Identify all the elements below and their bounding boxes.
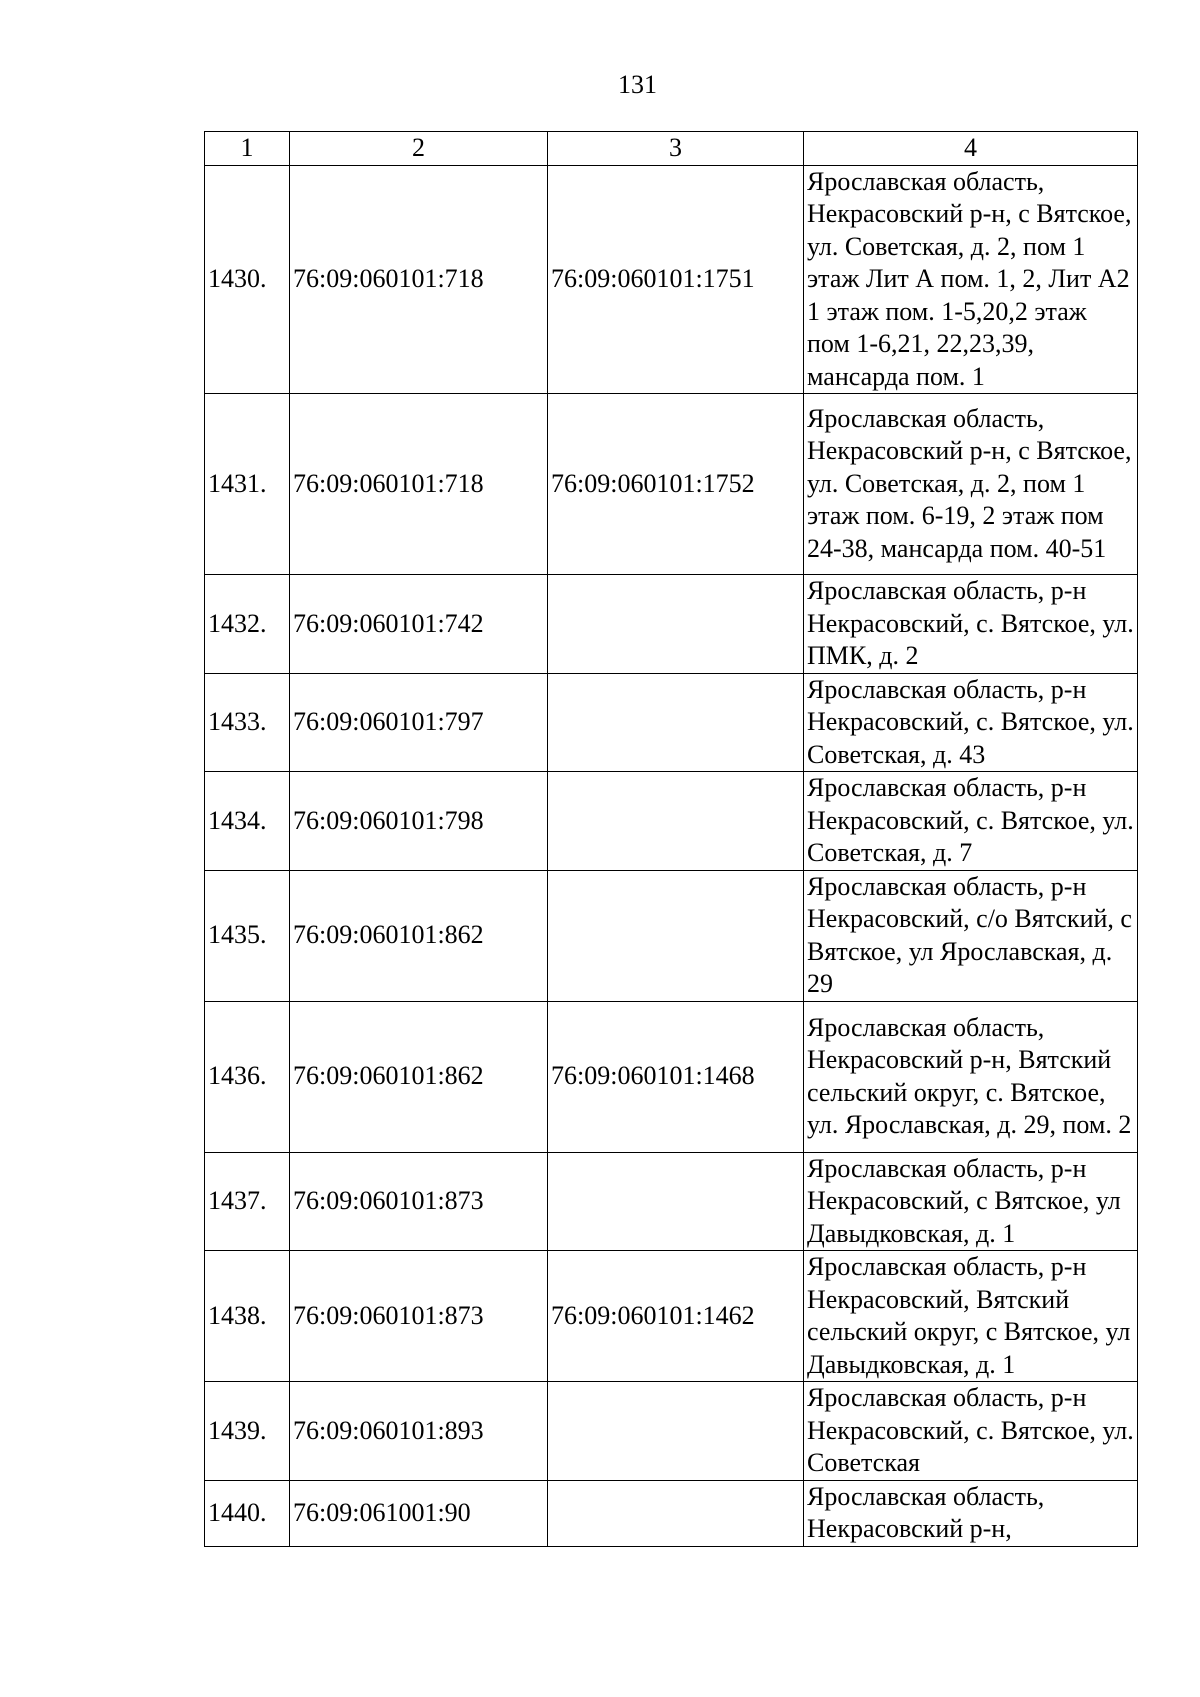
row-number-cell: 1431. xyxy=(205,394,290,575)
address-cell: Ярославская область, р-н Некрасовский, с/о Вятский, с Вятское, ул Ярославская, д. 29 xyxy=(804,870,1138,1001)
table-row xyxy=(205,772,1138,871)
column-header: 1 xyxy=(205,132,290,166)
table-row xyxy=(205,870,1138,1001)
address-cell: Ярославская область, р-н Некрасовский, с. Вятское, ул. ПМК, д. 2 xyxy=(804,575,1138,674)
row-number-cell: 1440. xyxy=(205,1480,290,1546)
address-cell: Ярославская область, Некрасовский р-н, с Вятское, ул. Советская, д. 2, пом 1 этаж пом. 6-19, 2 этаж пом 24-38, мансарда пом. 40-51 xyxy=(804,394,1138,575)
row-number-cell: 1436. xyxy=(205,1001,290,1152)
row-number-cell: 1435. xyxy=(205,870,290,1001)
related-cadastral-number-cell xyxy=(548,772,804,871)
cadastral-number-cell: 76:09:060101:797 xyxy=(290,673,548,772)
related-cadastral-number-cell xyxy=(548,1152,804,1251)
related-cadastral-number-cell xyxy=(548,673,804,772)
row-number-cell: 1432. xyxy=(205,575,290,674)
cadastral-number-cell: 76:09:060101:873 xyxy=(290,1152,548,1251)
table-row xyxy=(205,1152,1138,1251)
address-cell: Ярославская область, р-н Некрасовский, Вятский сельский округ, с Вятское, ул Давыдковская, д. 1 xyxy=(804,1251,1138,1382)
table-row xyxy=(205,1001,1138,1152)
cadastral-number-cell: 76:09:060101:742 xyxy=(290,575,548,674)
cadastral-number-cell: 76:09:060101:718 xyxy=(290,165,548,394)
related-cadastral-number-cell: 76:09:060101:1751 xyxy=(548,165,804,394)
column-header: 4 xyxy=(804,132,1138,166)
address-cell: Ярославская область, Некрасовский р-н, xyxy=(804,1480,1138,1546)
table-header-row xyxy=(205,132,1138,166)
cadastral-number-cell: 76:09:060101:718 xyxy=(290,394,548,575)
table-row xyxy=(205,1251,1138,1382)
address-cell: Ярославская область, р-н Некрасовский, с. Вятское, ул. Советская xyxy=(804,1382,1138,1481)
row-number-cell: 1433. xyxy=(205,673,290,772)
cadastral-number-cell: 76:09:060101:893 xyxy=(290,1382,548,1481)
address-cell: Ярославская область, р-н Некрасовский, с. Вятское, ул. Советская, д. 7 xyxy=(804,772,1138,871)
row-number-cell: 1438. xyxy=(205,1251,290,1382)
row-number-cell: 1439. xyxy=(205,1382,290,1481)
address-cell: Ярославская область, Некрасовский р-н, Вятский сельский округ, с. Вятское, ул. Ярославская, д. 29, пом. 2 xyxy=(804,1001,1138,1152)
related-cadastral-number-cell: 76:09:060101:1752 xyxy=(548,394,804,575)
related-cadastral-number-cell xyxy=(548,575,804,674)
table-row xyxy=(205,1382,1138,1481)
table-row xyxy=(205,165,1138,394)
related-cadastral-number-cell xyxy=(548,1382,804,1481)
table-row xyxy=(205,673,1138,772)
address-cell: Ярославская область, р-н Некрасовский, с. Вятское, ул. Советская, д. 43 xyxy=(804,673,1138,772)
row-number-cell: 1437. xyxy=(205,1152,290,1251)
cadastral-number-cell: 76:09:060101:862 xyxy=(290,1001,548,1152)
address-cell: Ярославская область, р-н Некрасовский, с Вятское, ул Давыдковская, д. 1 xyxy=(804,1152,1138,1251)
cadastral-number-cell: 76:09:060101:873 xyxy=(290,1251,548,1382)
cadastral-number-cell: 76:09:061001:90 xyxy=(290,1480,548,1546)
address-cell: Ярославская область, Некрасовский р-н, с Вятское, ул. Советская, д. 2, пом 1 этаж Лит А пом. 1, 2, Лит А2 1 этаж пом. 1-5,20,2 этаж пом 1-6,21, 22,23,39, мансарда пом. 1 xyxy=(804,165,1138,394)
column-header: 2 xyxy=(290,132,548,166)
cadastral-number-cell: 76:09:060101:862 xyxy=(290,870,548,1001)
page-number: 131 xyxy=(618,70,657,99)
table-row xyxy=(205,394,1138,575)
related-cadastral-number-cell: 76:09:060101:1462 xyxy=(548,1251,804,1382)
column-header: 3 xyxy=(548,132,804,166)
related-cadastral-number-cell xyxy=(548,870,804,1001)
row-number-cell: 1430. xyxy=(205,165,290,394)
table-row xyxy=(205,1480,1138,1546)
registry-table xyxy=(204,131,1138,1547)
row-number-cell: 1434. xyxy=(205,772,290,871)
related-cadastral-number-cell: 76:09:060101:1468 xyxy=(548,1001,804,1152)
related-cadastral-number-cell xyxy=(548,1480,804,1546)
cadastral-number-cell: 76:09:060101:798 xyxy=(290,772,548,871)
table-row xyxy=(205,575,1138,674)
